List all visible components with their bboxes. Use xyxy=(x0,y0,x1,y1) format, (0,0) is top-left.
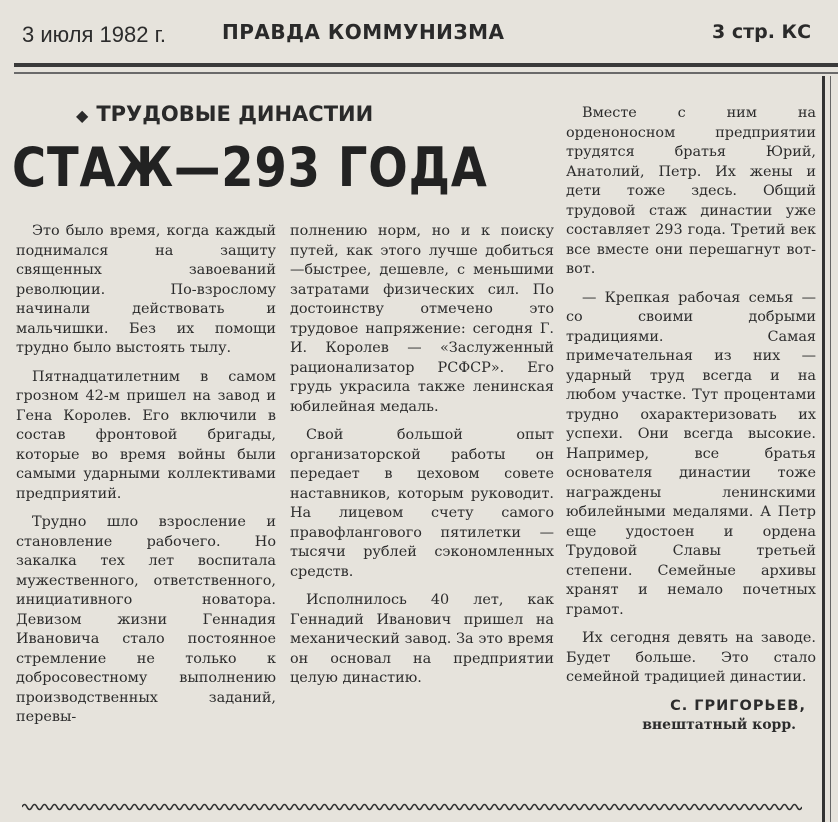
paragraph: Исполнилось 40 лет, как Геннадий Иванович пришел на механический завод. За это время он основал на предприятии целую династию. xyxy=(290,592,554,686)
wavy-line xyxy=(22,805,802,810)
paragraph: Вместе с ним на орденоносном предприятии трудятся братья Юрий, Анатолий, Петр. Их жены и дети тоже здесь. Общий трудовой стаж династии уже составляет 293 года. Третий век все вместе они перешагнут вот-вот. xyxy=(566,105,816,277)
article-column-2 xyxy=(290,222,554,698)
article-column-1 xyxy=(16,222,276,737)
masthead xyxy=(0,0,838,64)
section-kicker xyxy=(76,102,373,126)
paragraph: Это было время, когда каждый поднимался на защиту священных завоеваний революции. По-взрослому начинали действовать и мальчишки. Без их помощи трудно было выстоять тылу. xyxy=(16,223,276,356)
masthead-rule-thin xyxy=(14,72,838,74)
diamond-icon: ◆ xyxy=(76,106,89,125)
paragraph: Их сегодня девять на заводе. Будет больше. Это стало семейной традицией династии. xyxy=(566,630,816,685)
paragraph: полнению норм, но и к поиску путей, как этого лучше добиться—быстрее, дешевле, с меньшими затратами физических сил. По достоинству отмечено это трудовое напряжение: сегодня Г. И. Королев — «Заслуженный рационализатор РСФСР». Его грудь украсила также ленинская юбилейная медаль. xyxy=(290,223,554,415)
paragraph: Пятнадцатилетним в самом грозном 42-м пришел на завод и Гена Королев. Его включили в состав фронтовой бригады, которые во время войны были самыми ударными коллективами предприятий. xyxy=(16,368,276,502)
page-number: 3 стр. КС xyxy=(712,21,812,43)
newspaper-name: ПРАВДА КОММУНИЗМА xyxy=(222,20,505,44)
wavy-divider xyxy=(22,800,802,814)
article-headline: СТАЖ—293 ГОДА xyxy=(12,136,488,199)
masthead-rule xyxy=(14,63,838,67)
kicker-text: ТРУДОВЫЕ ДИНАСТИИ xyxy=(96,102,374,126)
issue-date: 3 июля 1982 г. xyxy=(22,22,167,47)
author-name: С. ГРИГОРЬЕВ, xyxy=(670,697,806,714)
column-divider-thin xyxy=(830,76,831,822)
paragraph: — Крепкая рабочая семья — со своими добрыми традициями. Самая примечательная из них —ударный труд всегда и на любом участке. Тут процентами трудно охарактеризовать их успехи. Они всегда высокие. Например, все братья основателя династии тоже награждены ленинскими юбилейными медалями. А Петр еще удостоен и ордена Трудовой Славы третьей степени. Семейные архивы хранят и немало почетных грамот. xyxy=(566,289,816,618)
article-column-3 xyxy=(566,104,816,736)
paragraph: Трудно шло взросление и становление рабочего. Но закалка тех лет воспитала мужественного, ответственного, инициативного новатора. Девизом жизни Геннадия Ивановича стало постоянное стремление не только к добросовестному выполнению производственных заданий, перевы- xyxy=(16,514,276,725)
paragraph: Свой большой опыт организаторской работы он передает в цеховом совете наставников, которым руководит. На лицевом счету самого правофлангового пятилетки — тысячи рублей сэкономленных средств. xyxy=(290,427,554,580)
column-divider xyxy=(822,76,825,822)
author-role: внештатный корр. xyxy=(642,717,796,733)
